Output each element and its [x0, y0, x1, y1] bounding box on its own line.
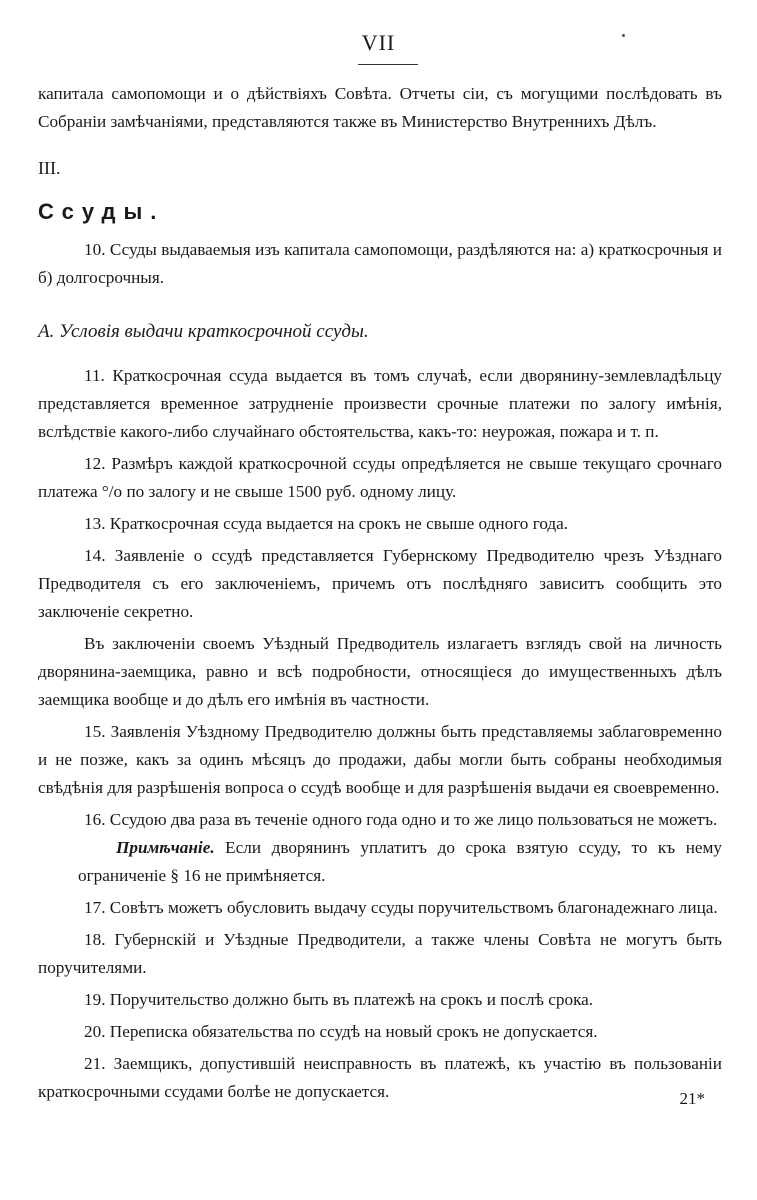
paragraph-21: 21. Заемщикъ, допустившій неисправность въ платежѣ, къ участію въ пользованіи краткосрочными ссудами болѣе не допускается.: [38, 1054, 722, 1101]
paragraph-16: 16. Ссудою два раза въ теченіе одного года одно и то же лицо пользоваться не можетъ.: [84, 810, 718, 829]
signature-mark: 21*: [679, 1089, 705, 1108]
paragraph-14-continued: Въ заключеніи своемъ Уѣздный Предводитель излагаетъ взглядъ свой на личность дворянина-заемщика, равно и всѣ подробности, относящіеся до имущественныхъ дѣлъ заемщика вообще и до дѣлъ его имѣнія въ частности.: [38, 634, 722, 709]
paragraph-10: 10. Ссуды выдаваемыя изъ капитала самопомощи, раздѣляются на: а) краткосрочныя и б) долгосрочныя.: [38, 240, 722, 287]
section-title: Ссуды.: [38, 199, 165, 224]
note-text: Если дворянинъ уплатитъ до срока взятую ссуду, то къ нему ограниченіе § 16 не примѣняется.: [78, 838, 722, 885]
paragraph-20: 20. Переписка обязательства по ссудѣ на новый срокъ не допускается.: [84, 1022, 598, 1041]
paragraph-11: 11. Краткосрочная ссуда выдается въ томъ случаѣ, если дворянину-землевладѣльцу представляется временное затрудненіе произвести срочные платежи по залогу имѣнія, вслѣдствіе какого-либо случайнаго обстоятельства, какъ-то: неурожая, пожара и т. п.: [38, 366, 722, 441]
paragraph-17: 17. Совѣтъ можетъ обусловить выдачу ссуды поручительствомъ благонадежнаго лица.: [84, 898, 718, 917]
paragraph-14: 14. Заявленіе о ссудѣ представляется Губернскому Предводителю чрезъ Уѣзднаго Предводителя съ его заключеніемъ, причемъ отъ послѣдняго зависитъ сообщить это заключеніе секретно.: [38, 546, 722, 621]
intro-paragraph: капитала самопомощи и о дѣйствіяхъ Совѣта. Отчеты сіи, съ могущими послѣдовать въ Собраніи замѣчаніями, представляются также въ Министерство Внутреннихъ Дѣлъ.: [38, 84, 722, 131]
header-rule: [358, 64, 418, 65]
section-number: III.: [38, 158, 61, 178]
body-text: [38, 80, 722, 1106]
paragraph-18: 18. Губернскій и Уѣздные Предводители, а также члены Совѣта не могутъ быть поручителями.: [38, 930, 722, 977]
note-paragraph: [38, 834, 722, 890]
subsection-title: А. Условія выдачи краткосрочной ссуды.: [38, 321, 369, 342]
paragraph-15: 15. Заявленія Уѣздному Предводителю должны быть представляемы заблаговременно и не позже, какъ за одинъ мѣсяцъ до продажи, дабы могли быть собраны необходимыя свѣдѣнія для разрѣшенія вопроса о ссудѣ вообще и для разрѣшенія выдачи ея своевременно.: [38, 722, 722, 797]
paragraph-19: 19. Поручительство должно быть въ платежѣ на срокъ и послѣ срока.: [84, 990, 594, 1009]
paragraph-12: 12. Размѣръ каждой краткосрочной ссуды опредѣляется не свыше текущаго срочнаго платежа °/о по залогу и не свыше 1500 руб. одному лицу.: [38, 454, 722, 501]
note-label: Примѣчаніе.: [116, 838, 215, 857]
page-number-roman: VII: [361, 30, 396, 55]
print-speck: [622, 34, 625, 37]
paragraph-13: 13. Краткосрочная ссуда выдается на срокъ не свыше одного года.: [84, 514, 569, 533]
